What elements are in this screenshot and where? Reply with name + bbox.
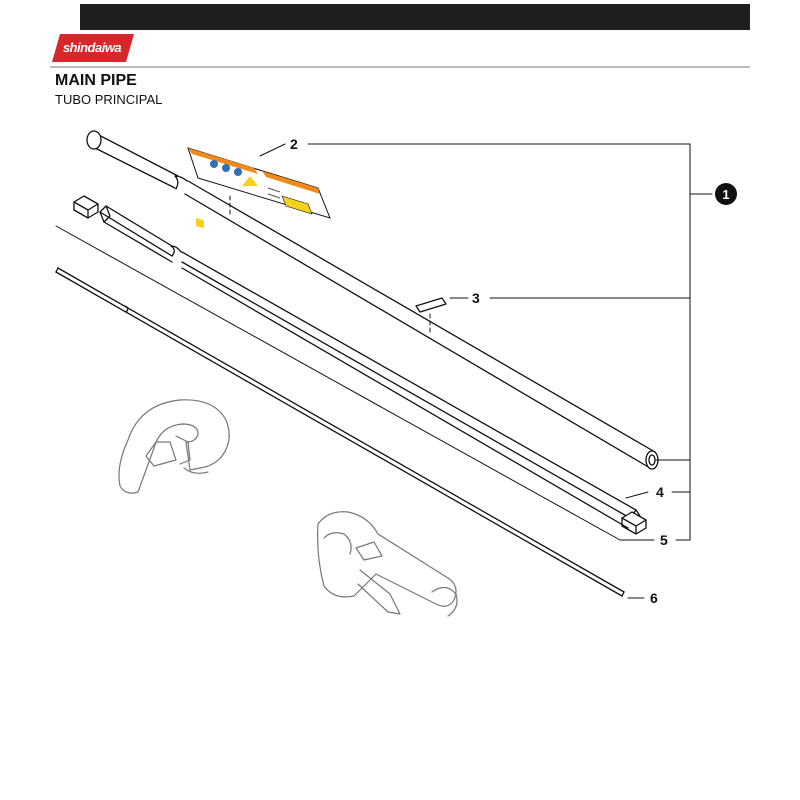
bushing-right bbox=[622, 512, 646, 534]
callout-4: 4 bbox=[656, 484, 664, 500]
callout-1-badge bbox=[715, 183, 737, 205]
page-title: T302 Trimmer / Podadora bbox=[300, 40, 492, 57]
front-handle bbox=[119, 400, 229, 493]
brand-name: shindaiwa bbox=[62, 40, 122, 55]
warning-decal bbox=[188, 148, 330, 228]
main-pipe bbox=[87, 131, 658, 469]
callout-1: 1 bbox=[722, 187, 730, 202]
callout-5: 5 bbox=[660, 532, 668, 548]
section-subtitle: TUBO PRINCIPAL bbox=[55, 92, 163, 107]
throttle-housing bbox=[318, 512, 457, 616]
section-title: MAIN PIPE bbox=[55, 72, 137, 89]
plate bbox=[416, 298, 446, 312]
callout-3: 3 bbox=[472, 290, 480, 306]
bushing-left bbox=[74, 196, 98, 218]
pipe-liner bbox=[100, 206, 640, 528]
drive-shaft bbox=[56, 268, 624, 596]
callout-6: 6 bbox=[650, 590, 658, 606]
callout-2: 2 bbox=[290, 136, 298, 152]
